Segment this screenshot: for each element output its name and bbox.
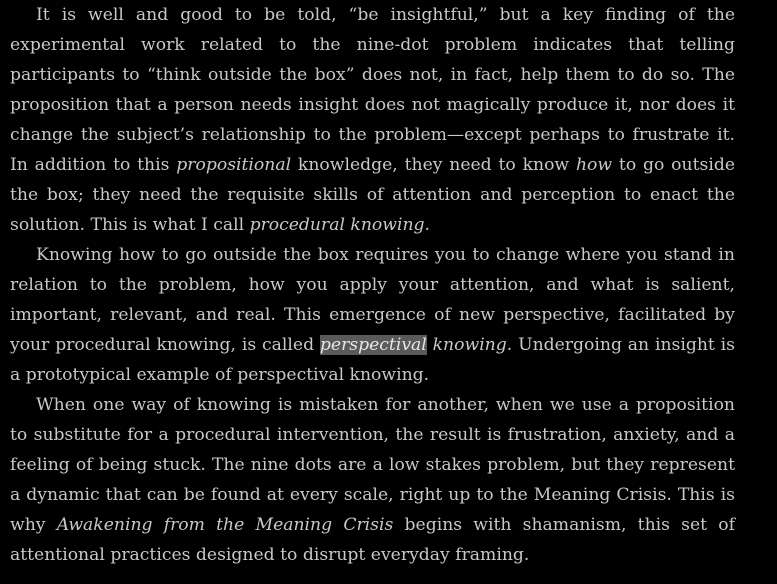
paragraph-text: knowledge, they need to know bbox=[291, 155, 576, 175]
highlighted-selection-perspectival[interactable]: perspectival bbox=[319, 335, 427, 355]
paragraph-propositional-knowing bbox=[10, 0, 735, 240]
paragraph-text: begins with shamanism, this set of attentional practices designed to disrupt everyday framing. bbox=[10, 515, 735, 565]
italic-title-awakening: Awakening from the Meaning Crisis bbox=[56, 515, 394, 535]
paragraph-text: Undergoing an insight is a prototypical example of perspectival knowing. bbox=[10, 335, 735, 385]
paragraph-text: Knowing how to go outside the box requires you to change where you stand in relation to the problem, how you apply your attention, and what is salient, important, relevant, and real. This emergence of new perspective, facilitated by your procedural knowing, is called bbox=[10, 245, 735, 355]
paragraph-text: to go outside the box; they need the requisite skills of attention and perception to enact the solution. This is what I call bbox=[10, 155, 735, 235]
italic-term-propositional: propositional bbox=[176, 155, 292, 175]
italic-term-procedural-knowing: procedural knowing. bbox=[249, 215, 430, 235]
paragraph-text: When one way of knowing is mistaken for another, when we use a proposition to substitute for a procedural intervention, the result is frustration, anxiety, and a feeling of being stuck. The nine dots are a low stakes problem, but they represent a dynamic that can be found at every scale, right up to the Meaning Crisis. This is why bbox=[10, 395, 735, 535]
paragraph-perspectival-knowing bbox=[10, 240, 735, 390]
italic-term-knowing: knowing. bbox=[426, 335, 513, 355]
paragraph-meaning-crisis bbox=[10, 390, 735, 570]
reader-page bbox=[10, 0, 735, 570]
paragraph-text: It is well and good to be told, “be insightful,” but a key finding of the experimental work related to the nine-dot problem indicates that telling participants to “think outside the box” does not, in fact, help them to do so. The proposition that a person needs insight does not magically produce it, nor does it change the subject’s relationship to the problem—except perhaps to frustrate it. In addition to this bbox=[10, 5, 735, 175]
italic-word-how: how bbox=[575, 155, 613, 175]
